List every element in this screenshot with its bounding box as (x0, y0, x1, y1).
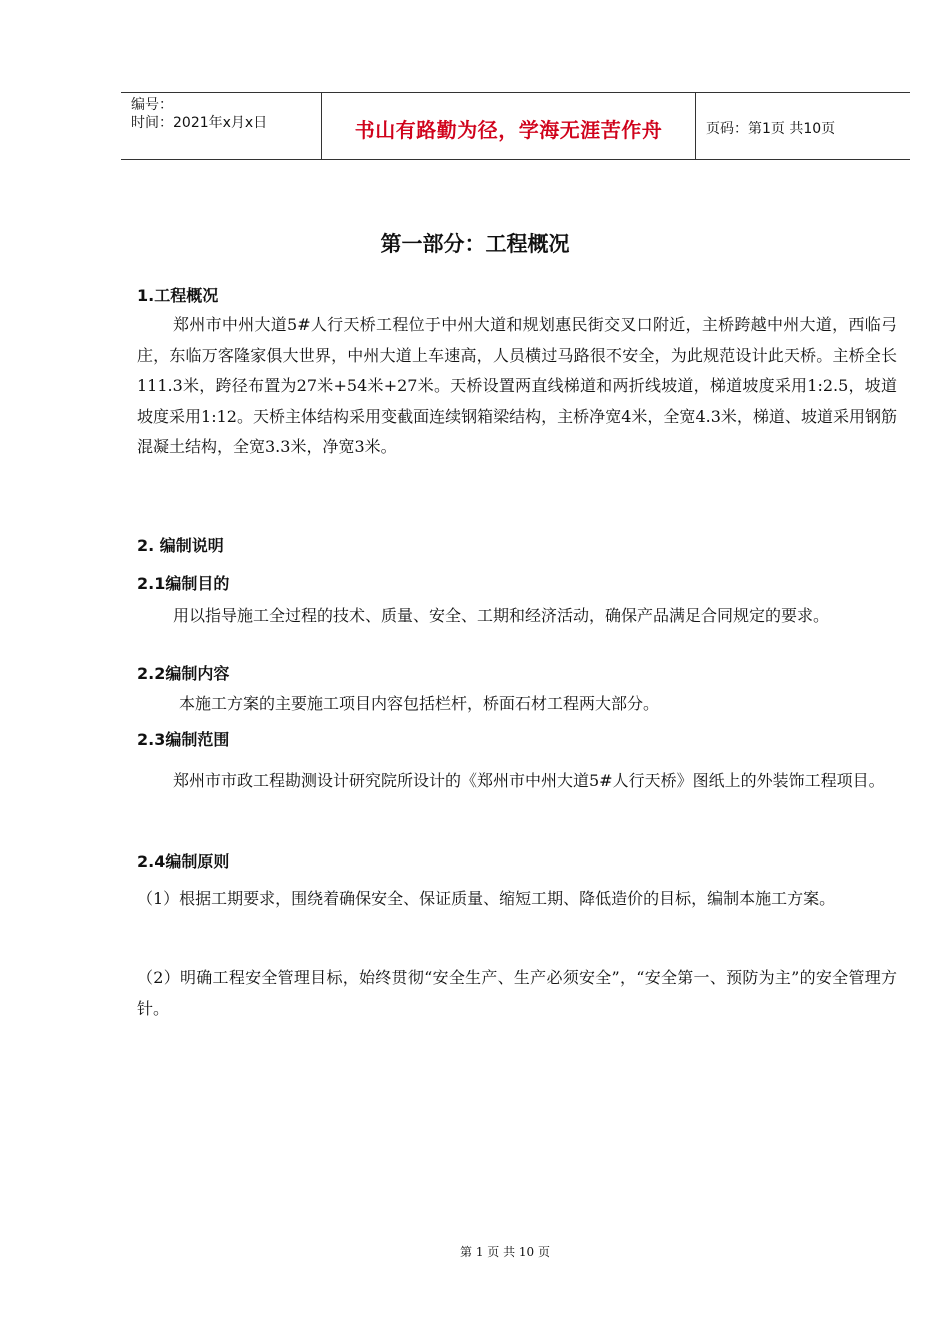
header-motto: 书山有路勤为径，学海无涯苦作舟 (354, 118, 663, 142)
document-title: 第一部分：工程概况 (380, 232, 570, 256)
header-number: 编号： (131, 97, 173, 113)
header-divider-right (695, 92, 696, 160)
header-meta (131, 96, 267, 132)
section-2-3-heading: 2.3编制范围 (137, 730, 230, 749)
section-1-body: 郑州市中州大道5#人行天桥工程位于中州大道和规划惠民街交叉口附近，主桥跨越中州大道，西临弓庄，东临万客隆家俱大世界，中州大道上车速高，人员横过马路很不安全，为此规范设计此天桥。主桥全长111.3米，跨径布置为27米+54米+27米。天桥设置两直线梯道和两折线坡道，梯道坡度采用1:2.5，坡道坡度采用1:12。天桥主体结构采用变截面连续钢箱梁结构，主桥净宽4米，全宽4.3米，梯道、坡道采用钢筋混凝土结构，全宽3.3米，净宽3米。 (137, 315, 897, 456)
page-footer: 第 1 页 共 10 页 (460, 1245, 550, 1259)
section-2-2-body: 本施工方案的主要施工项目内容包括栏杆，桥面石材工程两大部分。 (179, 694, 660, 713)
section-2-4-heading: 2.4编制原则 (137, 852, 230, 871)
section-2-heading: 2. 编制说明 (137, 536, 224, 555)
section-2-2-heading: 2.2编制内容 (137, 664, 230, 683)
section-2-1-body: 用以指导施工全过程的技术、质量、安全、工期和经济活动，确保产品满足合同规定的要求。 (173, 606, 830, 625)
header-bottom-border (121, 159, 910, 160)
section-2-4-item-1: （1）根据工期要求，围绕着确保安全、保证质量、缩短工期、降低造价的目标，编制本施工方案。 (137, 889, 836, 908)
section-1-heading: 1.工程概况 (137, 286, 219, 305)
section-2-4-item-2: （2）明确工程安全管理目标，始终贯彻“安全生产、生产必须安全”，“安全第一、预防为主”的安全管理方针。 (137, 968, 897, 1018)
header-page-info: 页码：第1页 共10页 (706, 121, 836, 137)
header-time: 时间：2021年x月x日 (131, 115, 268, 131)
header-top-border (121, 92, 910, 93)
section-2-3-body: 郑州市市政工程勘测设计研究院所设计的《郑州市中州大道5#人行天桥》图纸上的外装饰工程项目。 (173, 771, 885, 790)
section-2-1-heading: 2.1编制目的 (137, 574, 230, 593)
